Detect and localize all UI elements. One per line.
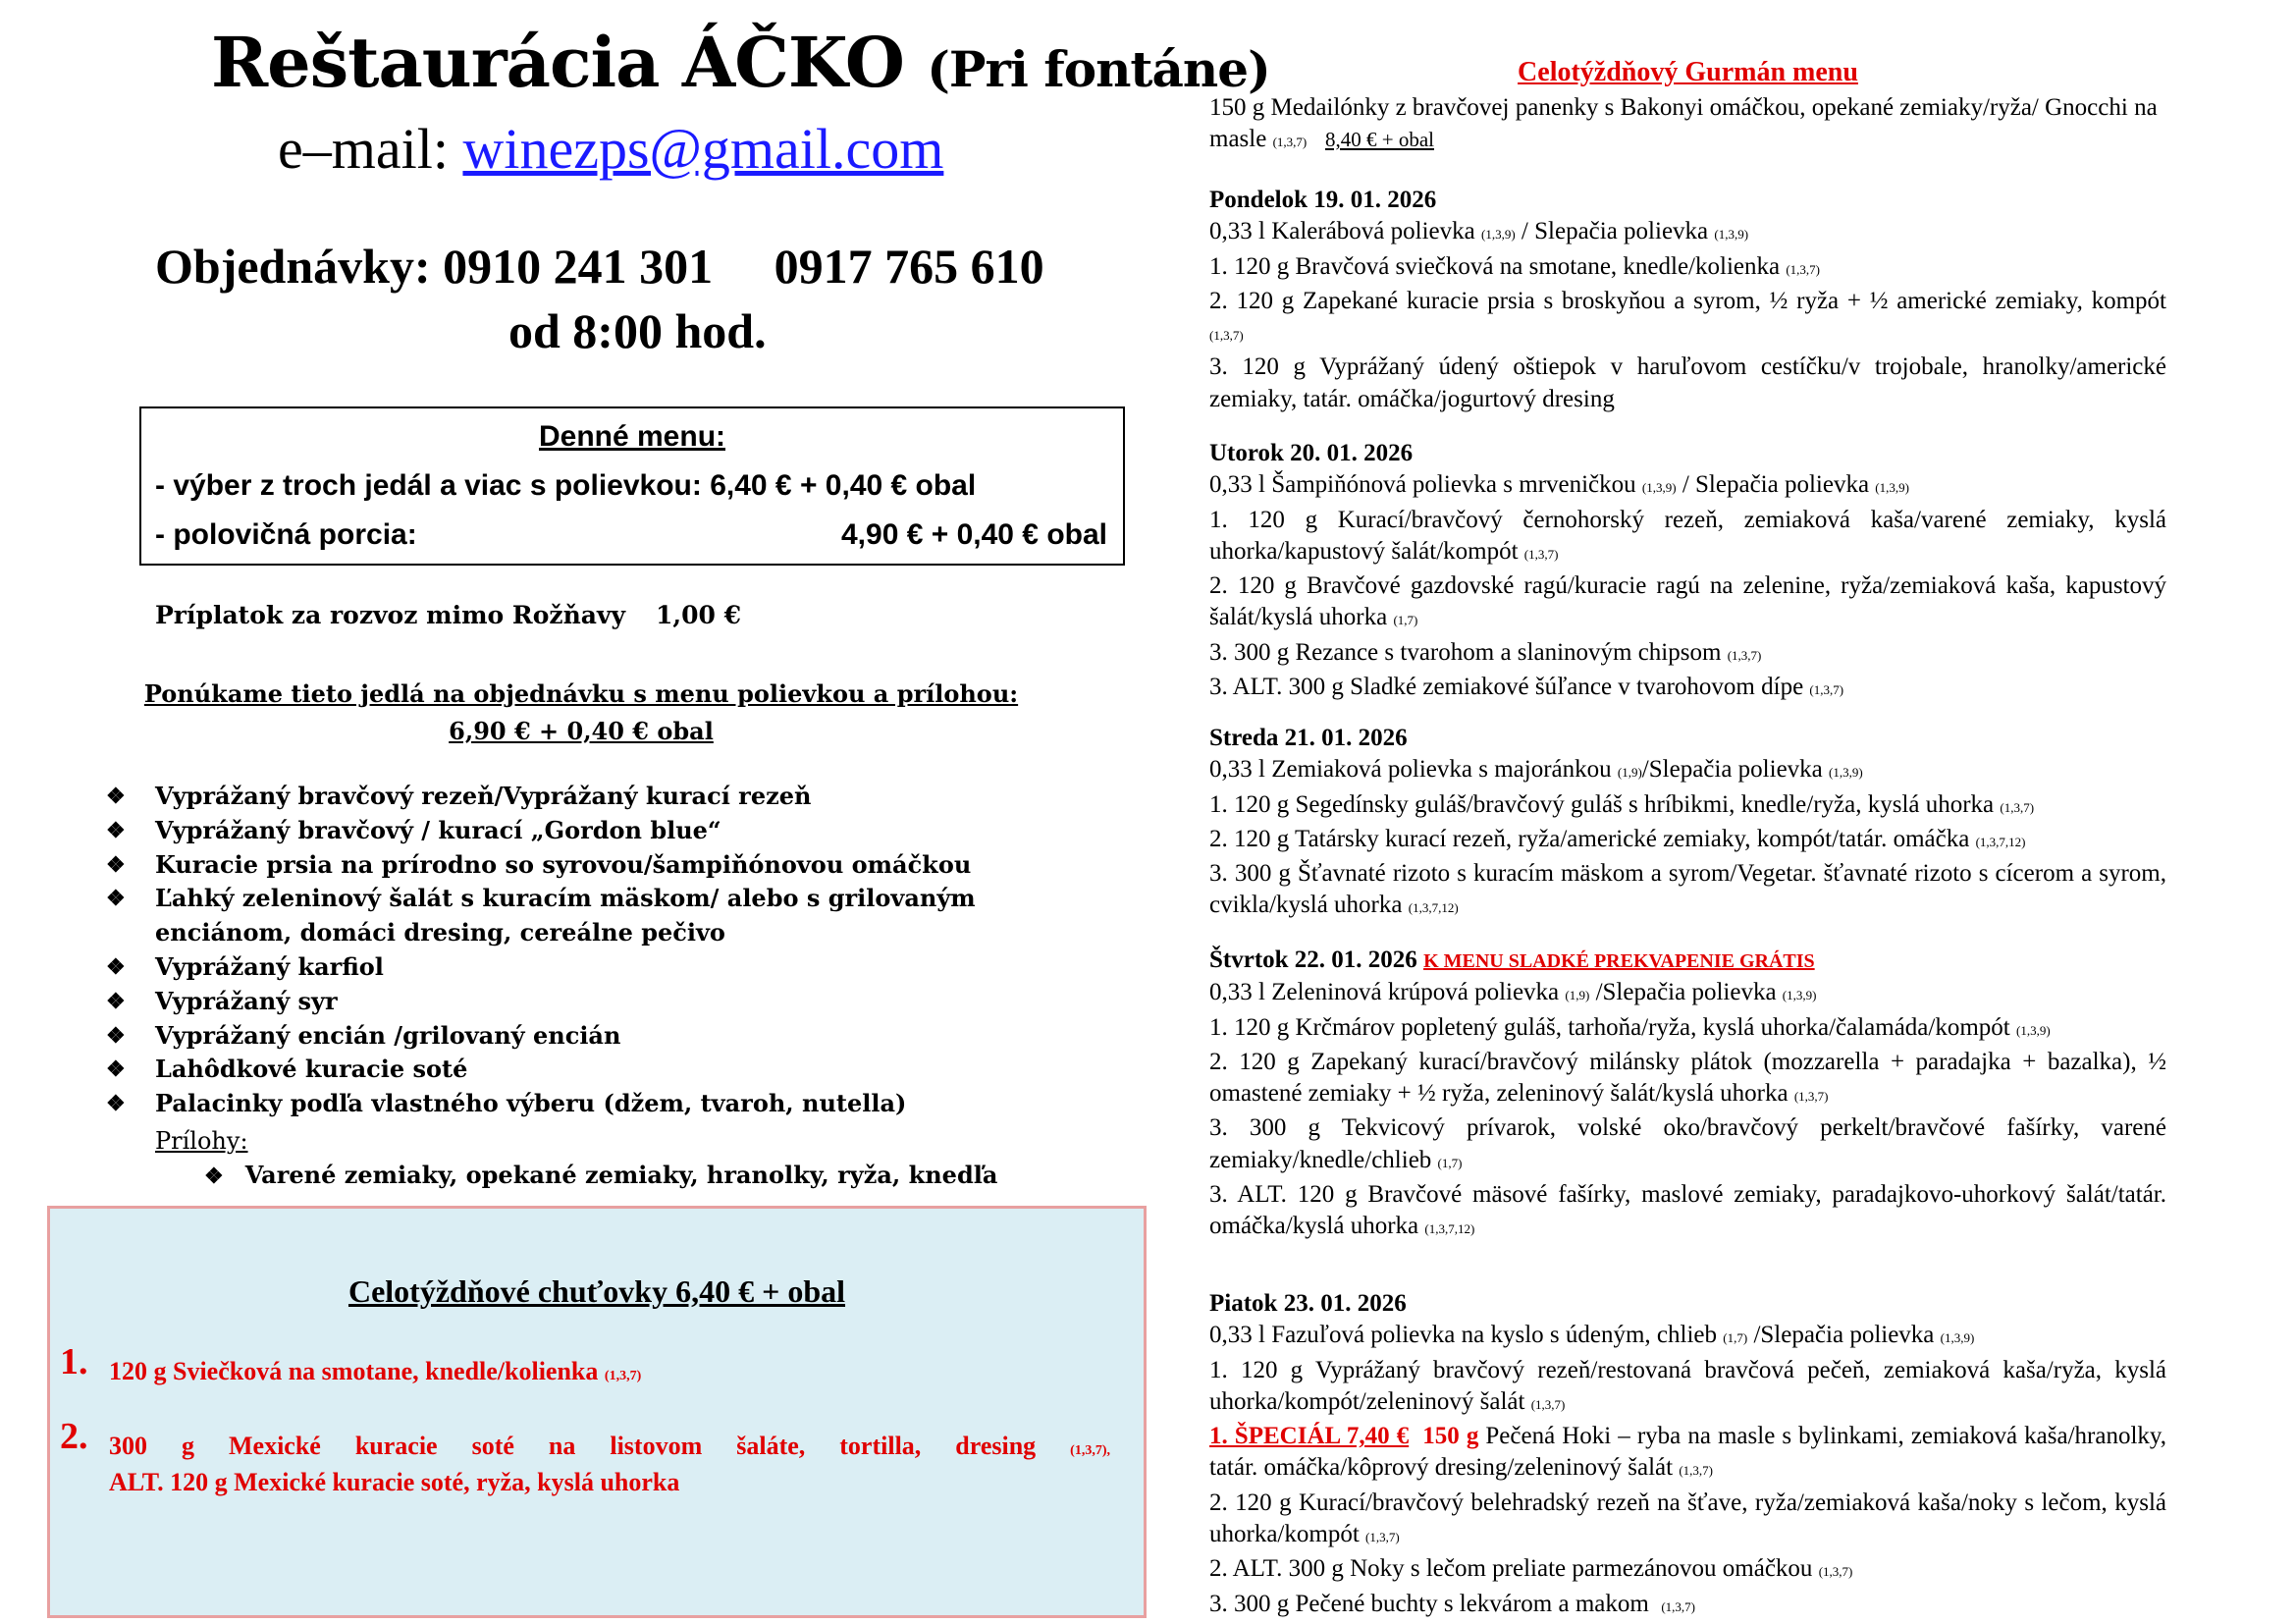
daily-menu-heading: Denné menu: xyxy=(538,420,726,453)
day-title: Štvrtok 22. 01. 2026 xyxy=(1209,947,1417,973)
list-item: ❖ Vyprážaný bravčový / kurací „Gordon blue“ xyxy=(106,814,1097,848)
weekly-heading: Celotýždňové chuťovky 6,40 € + obal xyxy=(347,1273,846,1309)
special-label: 1. ŠPECIÁL 7,40 € xyxy=(1209,1423,1410,1450)
email-link[interactable]: winezps@gmail.com xyxy=(462,117,944,181)
delivery-surcharge xyxy=(155,601,741,629)
item-number: 1. xyxy=(60,1341,88,1382)
day-title: Pondelok 19. 01. 2026 xyxy=(1209,187,1437,213)
weekly-specials-box xyxy=(47,1206,1147,1618)
diamond-bullet-icon: ❖ xyxy=(106,784,126,809)
gourmet-price: 8,40 € + obal xyxy=(1325,128,1434,152)
orders-time: od 8:00 hod. xyxy=(508,303,767,358)
day-friday: Piatok 23. 01. 2026 0,33 l Fazuľová polievka na kyslo s údeným, chlieb (1,7) /Slepačia polievka (1,3,9) 1. 120 g Vyprážaný bravčový rezeň/restovaná bravčová pečeň, zemiaková kaša/ryža, kyslá uhorka/kompót/zeleninový šalát (1,3,7) 1. ŠPECIÁL 7,40 € 150 g Pečená Hoki – ryba na masle s bylinkami, zemiaková kaša/hranolky, tatár. omáčka/kôprový dresing/zeleninový šalát (1,3,7) 2. 120 g Kurací/bravčový belehradský rezeň na šťave, ryža/zemiaková kaša/noky s lečom, kyslá uhorka/kompót (1,3,7) 2. ALT. 300 g Noky s lečom preliate parmezánovou omáčkou (1,3,7) 3. 300 g Pečené buchty s lekvárom a makom (1,3,7) xyxy=(1209,1290,2167,1617)
order-dishes-list xyxy=(106,780,1097,1121)
diamond-bullet-icon: ❖ xyxy=(106,851,126,878)
order-offer xyxy=(139,676,1023,750)
diamond-bullet-icon: ❖ xyxy=(106,886,126,912)
list-item: ❖ Vyprážaný encián /grilovaný encián xyxy=(106,1019,1097,1054)
title-sub: (Pri fontáne) xyxy=(927,40,1270,98)
diamond-bullet-icon: ❖ xyxy=(106,817,126,843)
diamond-bullet-icon: ❖ xyxy=(106,953,126,980)
diamond-bullet-icon: ❖ xyxy=(106,1056,126,1083)
day-wednesday: Streda 21. 01. 2026 0,33 l Zemiaková polievka s majoránkou (1,9)/Slepačia polievka (1,3,9) 1. 120 g Segedínsky guláš/bravčový guláš s hríbikmi, knedle/ryža, kyslá uhorka (1,3,7) 2. 120 g Tatársky kurací rezeň, ryža/americké zemiaky, kompót/tatár. omáčka (1,3,7,12) 3. 300 g Šťavnaté rizoto s kuracím mäskom a syrom/Vegetar. šťavnaté rizoto s cícerom a syrom, cvikla/kyslá uhorka (1,3,7,12) xyxy=(1209,725,2166,919)
sides-label: Prílohy: xyxy=(155,1127,248,1155)
daily-menu-half-label: - polovičná porcia: xyxy=(155,518,417,551)
diamond-bullet-icon: ❖ xyxy=(106,1022,126,1049)
day-title: Piatok 23. 01. 2026 xyxy=(1209,1290,1407,1317)
diamond-bullet-icon: ❖ xyxy=(106,1091,126,1117)
day-tuesday: Utorok 20. 01. 2026 0,33 l Šampiňónová polievka s mrveničkou (1,3,9) / Slepačia polievka (1,3,9) 1. 120 g Kurací/bravčový černohorský rezeň, zemiaková kaša/varené zemiaky, kyslá uhorka/kapustový šalát/kompót (1,3,7) 2. 120 g Bravčové gazdovské ragú/kuracie ragú na zelenine, ryža/zemiaková kaša, kapustový šalát/kyslá uhorka (1,7) 3. 300 g Rezance s tvarohom a slaninovým chipsom (1,3,7) 3. ALT. 300 g Sladké zemiakové šúľance v tvarohovom dípe (1,3,7) xyxy=(1209,440,2166,701)
list-item: ❖ Vyprážaný bravčový rezeň/Vyprážaný kurací rezeň xyxy=(106,780,1097,814)
weekly-item: 1. 120 g Sviečková na smotane, knedle/kolienka (1,3,7) xyxy=(60,1341,642,1385)
sides-items: ❖ Varené zemiaky, opekané zemiaky, hranolky, ryža, knedľa xyxy=(204,1161,998,1189)
gourmet-text: 150 g Medailónky z bravčovej panenky s Bakonyi omáčkou, opekané zemiaky/ryža/ Gnocchi na masle (1,3,7) 8,40 € + obal xyxy=(1209,94,2158,153)
item-number: 2. xyxy=(60,1416,88,1457)
orders-phones: Objednávky: 0910 241 301 0917 765 610 xyxy=(155,239,1044,294)
title-main: Reštaurácia ÁČKO xyxy=(211,22,904,103)
diamond-bullet-icon: ❖ xyxy=(204,1164,224,1189)
weekly-item: 2. 300 g Mexické kuracie soté na listovom šaláte, tortilla, dresing (1,3,7), ALT. 120 g Mexické kuracie soté, ryža, kyslá uhorka xyxy=(60,1416,1110,1496)
daily-menu-box xyxy=(139,406,1125,566)
list-item: ❖ Kuracie prsia na prírodno so syrovou/šampiňónovou omáčkou xyxy=(106,848,1097,883)
day-title: Utorok 20. 01. 2026 xyxy=(1209,440,1414,466)
list-item: ❖ Lahôdkové kuracie soté xyxy=(106,1053,1097,1087)
offer-price: 6,90 € + 0,40 € obal xyxy=(449,717,714,745)
list-item: ❖ Palacinky podľa vlastného výberu (džem, tvaroh, nutella) xyxy=(106,1087,1097,1121)
list-item: ❖ Vyprážaný syr xyxy=(106,985,1097,1019)
list-item: ❖ Ľahký zeleninový šalát s kuracím mäskom/ alebo s grilovaným enciánom, domáci dresing, cereálne pečivo xyxy=(106,884,976,947)
surcharge-value: 1,00 € xyxy=(656,601,741,629)
daily-menu-half-price: 4,90 € + 0,40 € obal xyxy=(840,518,1107,551)
list-item: ❖ Vyprážaný karfiol xyxy=(106,950,1097,985)
email-line xyxy=(278,116,943,182)
offer-line: Ponúkame tieto jedlá na objednávku s menu polievkou a prílohou: xyxy=(143,679,1019,708)
day-thursday: Štvrtok 22. 01. 2026 K MENU SLADKÉ PREKVAPENIE GRÁTIS 0,33 l Zeleninová krúpová polievka (1,9) /Slepačia polievka (1,3,9) 1. 120 g Krčmárov popletený guláš, tarhoňa/ryža, kyslá uhorka/čalamáda/kompót (1,3,9) 2. 120 g Zapekaný kurací/bravčový milánsky plátok (mozzarella + paradajka + bazalka), ½ omastené zemiaky + ½ ryža, zeleninový šalát/kyslá uhorka (1,3,7) 3. 300 g Tekvicový prívarok, volské oko/bravčový perkelt/bravčové fašírky, varené zemiaky/knedle/chlieb (1,7) 3. ALT. 120 g Bravčové mäsové fašírky, maslové zemiaky, paradajkovo-uhorkový šalát/tatár. omáčka/kyslá uhorka (1,3,7,12) xyxy=(1209,947,2166,1240)
restaurant-title xyxy=(211,22,1270,103)
diamond-bullet-icon: ❖ xyxy=(106,988,126,1014)
daily-menu-full: - výber z troch jedál a viac s polievkou: 6,40 € + 0,40 € obal xyxy=(155,469,977,502)
day-title: Streda 21. 01. 2026 xyxy=(1209,725,1408,751)
email-label: e–mail: xyxy=(278,117,463,181)
gourmet-heading: Celotýždňový Gurmán menu xyxy=(1518,57,1858,87)
day-monday: Pondelok 19. 01. 2026 0,33 l Kalerábová polievka (1,3,9) / Slepačia polievka (1,3,9) 1. 120 g Bravčová sviečková na smotane, knedle/kolienka (1,3,7) 2. 120 g Zapekané kuracie prsia s broskyňou a syrom, ½ ryža + ½ americké zemiaky, kompót (1,3,7) 3. 120 g Vyprážaný údený oštiepok v haruľovom cestíčku/v trojobale, hranolky/americké zemiaky, tatár. omáčka/jogurtový dresing xyxy=(1209,187,2166,412)
promo-label: K MENU SLADKÉ PREKVAPENIE GRÁTIS xyxy=(1423,950,1815,972)
surcharge-label: Príplatok za rozvoz mimo Rožňavy xyxy=(155,601,625,629)
